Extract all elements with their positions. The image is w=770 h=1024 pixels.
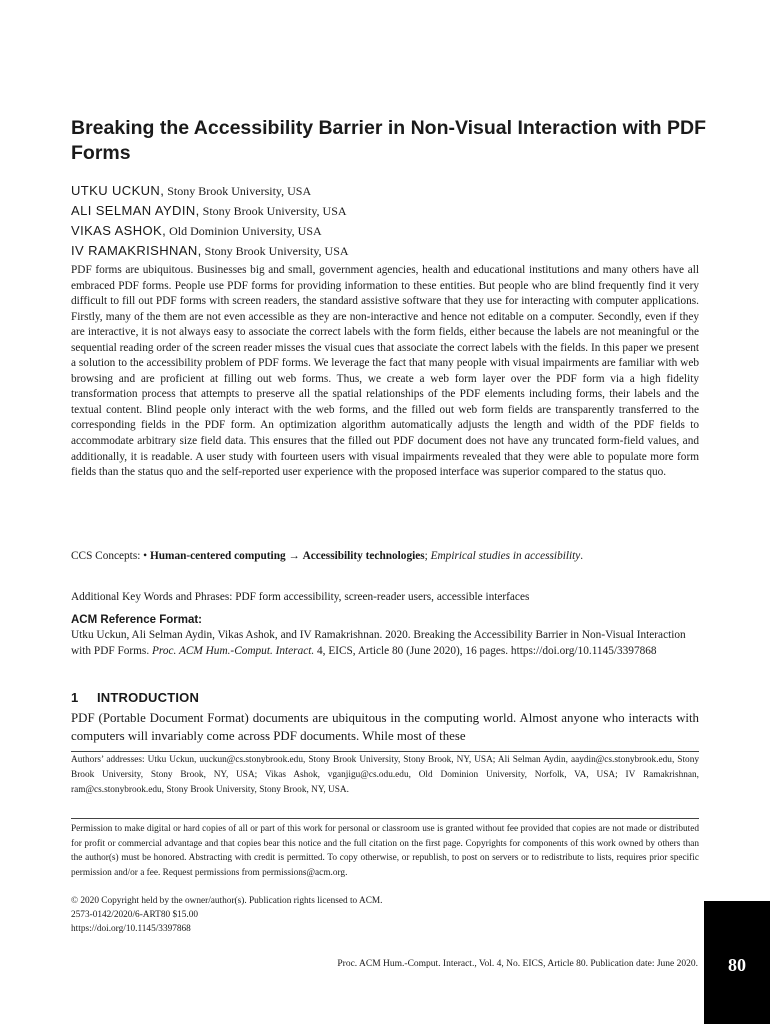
acm-reference-text [71, 627, 699, 659]
ccs-concept: Human-centered computing [149, 550, 286, 562]
introduction-text: PDF (Portable Document Format) documents are ubiquitous in the computing world. Almost anyone who interacts with computers will invariably come across PDF documents. While most of these [71, 711, 699, 743]
ccs-concepts [71, 548, 699, 564]
page-number: 80 [728, 955, 746, 975]
author-affiliation: Stony Brook University, USA [199, 204, 347, 218]
ccs-label: CCS Concepts: • [71, 550, 150, 562]
author-entry [71, 241, 711, 261]
author-name: VIKAS ASHOK, [71, 223, 167, 238]
author-name: ALI SELMAN AYDIN, [71, 203, 200, 218]
section-title: INTRODUCTION [97, 690, 200, 705]
author-entry [71, 181, 711, 201]
author-affiliation: Stony Brook University, USA [201, 244, 349, 258]
permission-notice: Permission to make digital or hard copies of all or part of this work for personal or classroom use is granted without fee provided that copies are not made or distributed for profit or commercial advantage and that copies bear this notice and the full citation on the first page. Copyrights for components of this work owned by others than the author(s) must be honored. Abstracting with credit is permitted. To copy otherwise, or republish, to post on servers or to redistribute to lists, requires prior specific permission and/or a fee. Request permissions from permissions@acm.org. [71, 824, 699, 879]
author-entry [71, 221, 711, 241]
ccs-concept: Accessibility technologies [302, 550, 425, 562]
copyright-line: © 2020 Copyright held by the owner/author(s). Publication rights licensed to ACM. [71, 896, 383, 906]
author-name: IV RAMAKRISHNAN, [71, 243, 202, 258]
page-footer: Proc. ACM Hum.-Comput. Interact., Vol. 4, No. EICS, Article 80. Publication date: June 2020. [337, 959, 698, 969]
section-heading [71, 689, 199, 707]
paper-title: Breaking the Accessibility Barrier in Non-Visual Interaction with PDF Forms [71, 117, 706, 164]
reference-journal: Proc. ACM Hum.-Comput. Interact. [151, 645, 315, 657]
author-affiliation: Stony Brook University, USA [164, 184, 312, 198]
reference-details: 4, EICS, Article 80 (June 2020), 16 pages. https://doi.org/10.1145/3397868 [314, 645, 657, 657]
ccs-concept: Empirical studies in accessibility [430, 550, 581, 562]
section-number: 1 [71, 690, 79, 705]
doi-link[interactable]: https://doi.org/10.1145/3397868 [71, 924, 191, 934]
issn-line: 2573-0142/2020/6-ART80 $15.00 [71, 910, 199, 920]
acm-reference-heading: ACM Reference Format: [71, 614, 202, 626]
ccs-end: . [580, 550, 584, 562]
reference-authors-title: Utku Uckun, Ali Selman Aydin, Vikas Ashok, and IV Ramakrishnan. 2020. Breaking the Accessibility Barrier in Non-Visual Interaction with PDF Forms. [71, 629, 686, 657]
author-list [71, 181, 711, 261]
footnote-divider [71, 751, 699, 752]
author-affiliation: Old Dominion University, USA [166, 224, 322, 238]
author-addresses: Authors’ addresses: Utku Uckun, uuckun@cs.stonybrook.edu, Stony Brook University, Stony Brook, NY, USA; Ali Selman Aydin, aaydin@cs.stonybrook.edu, Stony Brook University, Stony Brook, NY, USA; Vikas Ashok, vganjigu@cs.odu.edu, Old Dominion University, Norfolk, VA, USA; IV Ramakrishnan, ram@cs.stonybrook.edu, Stony Brook University, Stony Brook, NY, USA. [71, 755, 699, 795]
author-name: UTKU UCKUN, [71, 183, 165, 198]
ccs-arrow: → [285, 550, 303, 562]
keywords: Additional Key Words and Phrases: PDF form accessibility, screen-reader users, accessible interfaces [71, 591, 530, 603]
abstract: PDF forms are ubiquitous. Businesses big and small, government agencies, health and educational institutions and many others have all embraced PDF forms. People use PDF forms for providing information to these entities. But people who are blind frequently find it very difficult to fill out PDF forms with screen readers, the standard assistive software that they use for interacting with computer applications. Firstly, many of the them are not even accessible as they are non-interactive and hence not editable on a computer. Secondly, even if they are interactive, it is not always easy to associate the correct labels with the form fields, either because the labels are not meaningful or the sequential reading order of the screen reader misses the visual cues that associate the correct labels with the fields. In this paper we present a solution to the accessibility problem of PDF forms. We leverage the fact that many people with visual impairments are familiar with web browsing and are proficient at filling out web forms. Thus, we create a web form layer over the PDF form via a high fidelity transformation process that attempts to preserve all the spatial relationships of the PDF elements including forms, their labels and the textual content. Blind people only interact with the web forms, and the filled out web form fields are transparently transferred to the corresponding fields in the PDF form. An optimization algorithm automatically adjusts the length and width of the PDF fields to accommodate arbitrary size field data. This ensures that the filled out PDF document does not have any truncated form-field values, and additionally, it is readable. A user study with fourteen users with visual impairments revealed that they were able to populate more form fields than the status quo and the self-reported user experience with the proposed interface was superior compared to the status quo. [71, 264, 699, 479]
author-entry [71, 201, 711, 221]
ccs-separator: ; [424, 550, 431, 562]
permission-divider [71, 818, 699, 819]
